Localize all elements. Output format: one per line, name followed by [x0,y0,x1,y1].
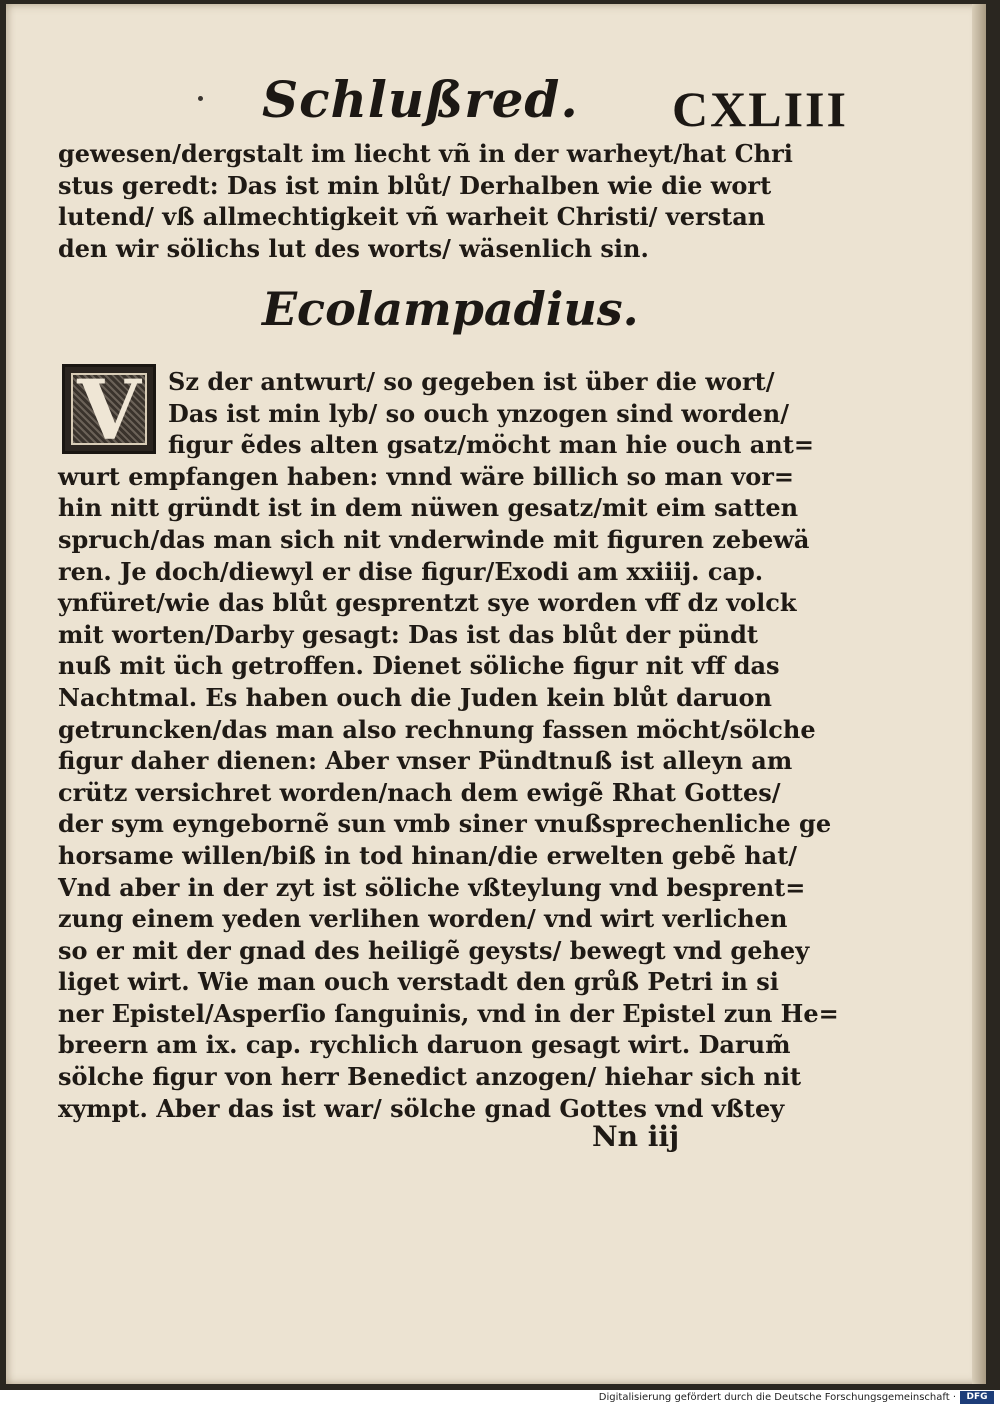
text-line: crütz versichret worden/nach dem ewigẽ Rhat Gottes/ [58,777,781,807]
text-line: liget wirt. Wie man ouch verstadt den grůß Petri in si [58,967,779,997]
text-line: Vnd aber in der zyt ist söliche vßteylung vnd besprent= [58,872,806,902]
text-line: ren. Je doch/diewyl er dise figur/Exodi am xxiiij. cap. [58,556,764,586]
running-head: Schlußred. [262,70,579,129]
ink-dot [198,96,203,101]
text-line: ner Epistel/Asperſio ſanguinis, vnd in der Epistel zun He= [58,998,839,1028]
top-text-block [58,138,793,264]
text-line: wurt empfangen haben: vnnd wäre billich so man vor= [58,461,794,491]
text-line: horsame willen/biß in tod hinan/die erwelten gebẽ hat/ [58,840,798,870]
text-line: zung einem yeden verlihen worden/ vnd wirt verlichen [58,904,788,934]
text-line: ynfüret/wie das blůt gesprentzt sye worden vff dz volck [58,588,797,618]
text-line: hin nitt gründt ist in dem nüwen gesatz/mit eim satten [58,493,799,523]
text-line: mit worten/Darby gesagt: Das ist das blůt der pündt [58,619,759,649]
initial-letter: V [77,363,141,459]
text-line: figur daher dienen: Aber vnser Pündtnuß ist alleyn am [58,746,793,776]
text-line: so er mit der gnad des heiligẽ geysts/ bewegt vnd gehey [58,935,810,965]
text-line: breern am ix. cap. rychlich daruon gesagt wirt. Darum̃ [58,1030,791,1060]
decorated-initial [62,363,156,459]
text-line: gewesen/dergstalt im liecht vñ in der warheyt/hat Chri [58,139,793,168]
page-edge [972,4,986,1384]
text-line: xympt. Aber das ist war/ sölche gnad Gottes vnd vßtey [58,1093,785,1123]
text-line: Nachtmal. Es haben ouch die Juden kein blůt daruon [58,682,772,712]
text-line: spruch/das man sich nit vnderwinde mit figuren zebewä [58,524,810,554]
body-text-block [58,461,839,1124]
text-line: figur ẽdes alten gsatz/möcht man hie ouch ant= [168,430,814,460]
indented-text-block [168,366,814,461]
signature-mark: Nn iij [592,1120,680,1153]
text-line: stus geredt: Das ist min blůt/ Derhalben wie die wort [58,170,772,200]
funding-credit: Digitalisierung gefördert durch die Deutsche Forschungsgemeinschaft · [598,1392,956,1403]
dfg-logo: DFG [960,1391,994,1404]
section-heading: Ecolampadius. [262,282,639,336]
text-line: der sym eyngebornẽ sun vmb siner vnußsprechenliche ge [58,809,832,839]
text-line: Das ist min lyb/ so ouch ynzogen sind worden/ [168,398,790,428]
text-line: nuß mit üch getroffen. Dienet söliche figur nit vff das [58,651,780,681]
text-line: getruncken/das man also rechnung fassen möcht/sölche [58,714,816,744]
text-line: sölche figur von herr Benedict anzogen/ hiehar sich nit [58,1062,802,1092]
text-line: lutend/ vß allmechtigkeit vñ warheit Christi/ verstan [58,202,766,232]
folio-number: CXLIII [672,81,848,137]
text-line: Sz der antwurt/ so gegeben ist über die wort/ [168,367,775,396]
text-line: den wir sölichs lut des worts/ wäsenlich sin. [58,233,649,263]
